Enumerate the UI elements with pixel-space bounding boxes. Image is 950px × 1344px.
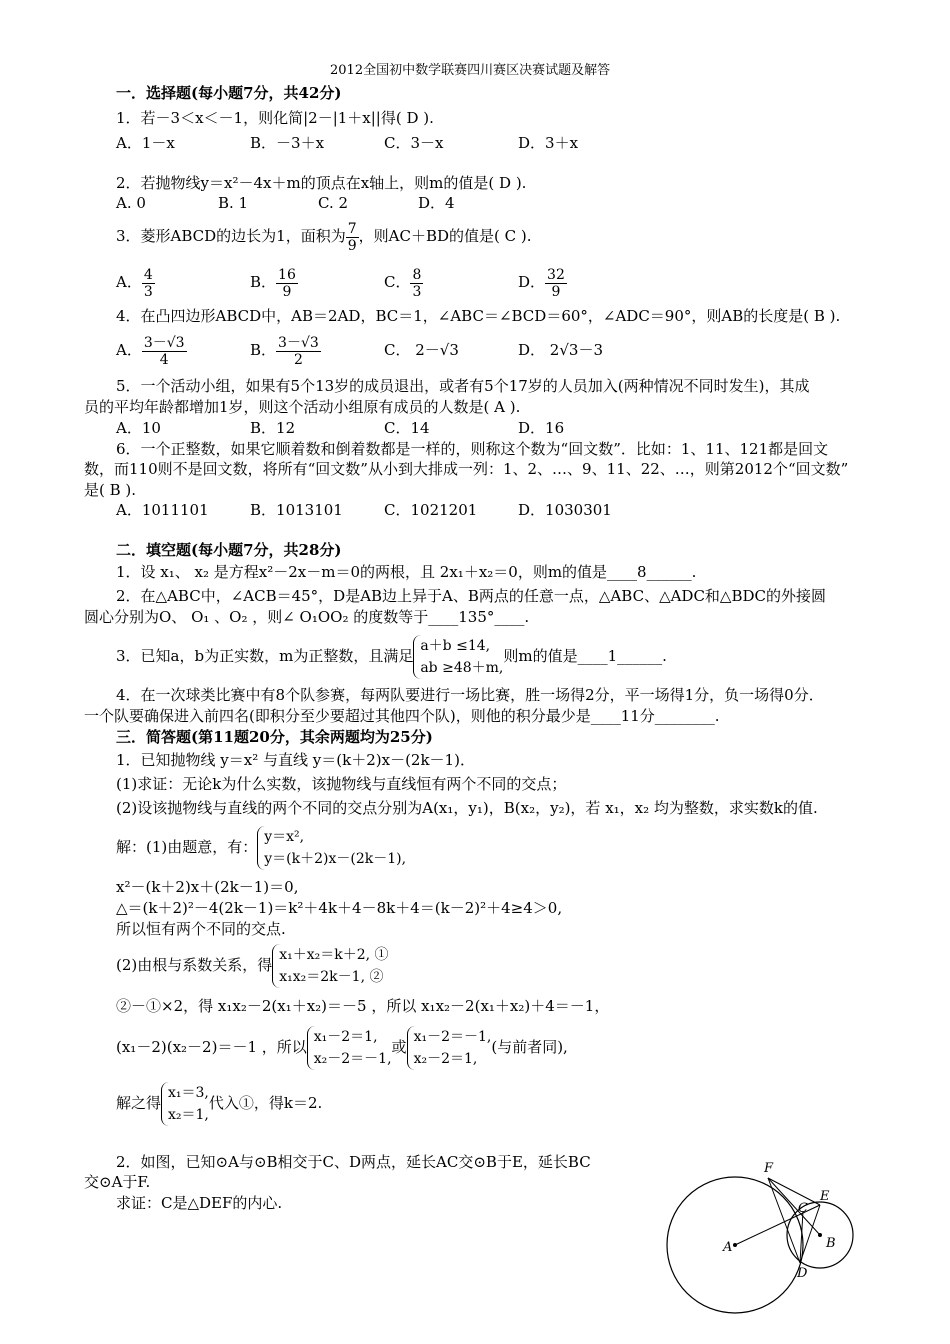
fill-q4-line1: 4．在一次球类比赛中有8个队参赛，每两队要进行一场比赛，胜一场得2分，平一场得1分，负一场得0分． [116,686,824,704]
p1-sol2-final: 解之得 x₁＝3, x₂＝1, 代入①，得k＝2. [116,1078,322,1128]
section3-heading: 三．简答题(第11题20分，其余两题均为25分) [116,728,433,746]
segment-f-e [768,1178,820,1205]
p1-solution-system: y＝x², y＝(k＋2)x－(2k－1), [257,826,406,870]
p2-line1: 2．如图，已知⊙A与⊙B相交于C、D两点，延长AC交⊙B于E，延长BC [116,1153,591,1171]
fill-q2-line1: 2．在△ABC中，∠ACB＝45°，D是AB边上异于A、B两点的任意一点，△ABC、△ADC和△BDC的外接圆 [116,587,826,605]
q1-option-d: D．3＋x [518,134,579,152]
q3-stem-b: ，则AC＋BD的值是( C ). [358,227,532,245]
point-b [818,1233,822,1237]
p1-part2: (2)设该抛物线与直线的两个不同的交点分别为A(x₁，y₁)，B(x₂，y₂)，若 x₁，x₂ 均为整数，求实数k的值. [116,799,818,817]
point-a [733,1243,737,1247]
page-title: 2012全国初中数学联赛四川赛区决赛试题及解答 [330,63,611,78]
label-c: C [798,1201,808,1216]
section2-heading: 二．填空题(每小题7分，共28分) [116,541,342,559]
p2-line3: 求证：C是△DEF的内心. [116,1194,283,1212]
fill-q3 [116,632,667,680]
p1-sol2-intro: (2)由根与系数关系，得 x₁＋x₂＝k＋2, ① x₁x₂＝2k－1, ② [116,940,389,990]
q3-stem [116,216,532,256]
q2-option-d: D．4 [418,194,455,212]
section1-heading: 一．选择题(每小题7分，共42分) [116,84,342,102]
q1-stem: 1．若－3＜x＜－1，则化简|2－|1＋x||得( D ). [116,109,434,127]
label-a: A [723,1240,733,1255]
q5-line2: 员的平均年龄都增加1岁，则这个活动小组原有成员的人数是( A ). [84,398,521,416]
p1-sol-line3: 所以恒有两个不同的交点. [116,920,286,938]
q2-option-b: B. 1 [218,194,249,212]
p1-sol2-line2: (x₁－2)(x₂－2)＝－1 ，所以 x₁－2＝1, x₂－2＝－1, 或 x₁－2＝－1, x₂－2＝1, (与前者同), [116,1022,568,1072]
p1-sol-line2: △＝(k＋2)²－4(2k－1)＝k²＋4k＋4－8k＋4＝(k－2)²＋4≥4＞0, [116,899,563,917]
fill-q3-a: 3．已知a，b为正实数，m为正整数，且满足 [116,647,414,665]
p1-sol2-system: x₁＋x₂＝k＋2, ① x₁x₂＝2k－1, ② [272,944,388,988]
fill-q3-system: a＋b ≤14, ab ≥48＋m, [413,635,503,679]
q4-option-c: C． 2－√3 [384,341,459,359]
label-b: B [826,1236,836,1251]
q2-option-c: C. 2 [318,194,349,212]
circles-figure [660,1155,860,1340]
segment-f-d [768,1178,800,1263]
q3-option-d: D． $\frac{32}{9}$ [518,266,565,300]
q3-option-b: B． $\frac{16}{9}$ [250,266,296,300]
p1-stem: 1．已知抛物线 y＝x² 与直线 y＝(k＋2)x－(2k－1)． [116,751,475,769]
q5-option-b: B．12 [250,419,296,437]
q3-fraction: $\frac{7}{9}$ [347,220,357,254]
q6-option-d: D．1030301 [518,501,612,519]
q6-line1: 6．一个正整数，如果它顺着数和倒着数都是一样的，则称这个数为“回文数”．比如：1、11、121都是回文 [116,440,829,458]
q3-option-c: C． $\frac{8}{3}$ [384,266,422,300]
q4-option-b: B． $\frac{3-√3}{2}$ [250,334,319,368]
q5-option-d: D．16 [518,419,565,437]
q6-option-a: A．1011101 [116,501,209,519]
q5-line1: 5．一个活动小组，如果有5个13岁的成员退出，或者有5个17岁的人员加入(两种情况不同时发生)，其成 [116,377,810,395]
q3-option-a: A． $\frac{4}{3}$ [116,266,153,300]
q6-line2: 数，而110则不是回文数，将所有“回文数”从小到大排成一列：1、2、…、9、11、22、…，则第2012个“回文数” [84,460,849,478]
q4-stem: 4．在凸四边形ABCD中，AB＝2AD，BC＝1，∠ABC＝∠BCD＝60°，∠ADC＝90°，则AB的长度是( B ). [116,307,841,325]
p1-solution-intro: 解：(1)由题意，有： y＝x², y＝(k＋2)x－(2k－1), [116,822,406,872]
q1-option-c: C．3－x [384,134,444,152]
fill-q4-line2: 一个队要确保进入前四名(即积分至少要超过其他四个队)，则他的积分最少是____11分________. [84,707,720,725]
q2-option-a: A. 0 [116,194,146,212]
q1-option-b: B．－3＋x [250,134,325,152]
q5-option-a: A．10 [116,419,161,437]
label-e: E [820,1189,830,1204]
label-f: F [764,1161,774,1176]
q6-option-b: B．1013101 [250,501,343,519]
p1-part1: (1)求证：无论k为什么实数，该抛物线与直线恒有两个不同的交点； [116,775,567,793]
p1-sol2-system-b: x₁－2＝－1, x₂－2＝1, [407,1026,492,1070]
fill-q3-b: 则m的值是____1______. [503,647,667,665]
q3-stem-a: 3．菱形ABCD的边长为1，面积为 [116,227,346,245]
p1-sol-line1: x²－(k＋2)x＋(2k－1)＝0, [116,878,299,896]
q6-option-c: C．1021201 [384,501,478,519]
q6-line3: 是( B ). [84,481,137,499]
q4-option-d: D． 2√3－3 [518,341,603,359]
q1-option-a: A．1－x [116,134,175,152]
q4-option-a: A． $\frac{3-√3}{4}$ [116,334,185,368]
q2-stem: 2．若抛物线y＝x²－4x＋m的顶点在x轴上，则m的值是( D ). [116,174,527,192]
p2-line2: 交⊙A于F. [84,1173,151,1191]
p1-sol2-system-a: x₁－2＝1, x₂－2＝－1, [307,1026,392,1070]
p1-sol2-final-system: x₁＝3, x₂＝1, [161,1082,209,1126]
fill-q2-line2: 圆心分别为O、 O₁ 、O₂ ，则∠ O₁OO₂ 的度数等于____135°____. [84,608,530,626]
q5-option-c: C．14 [384,419,430,437]
label-d: D [797,1266,808,1281]
p1-sol2-line1: ②－①×2，得 x₁x₂－2(x₁＋x₂)＝－5 ，所以 x₁x₂－2(x₁＋x₂)＋4＝－1， [116,997,610,1015]
fill-q1: 1．设 x₁、 x₂ 是方程x²－2x－m＝0的两根，且 2x₁＋x₂＝0，则m的值是____8______. [116,563,697,581]
